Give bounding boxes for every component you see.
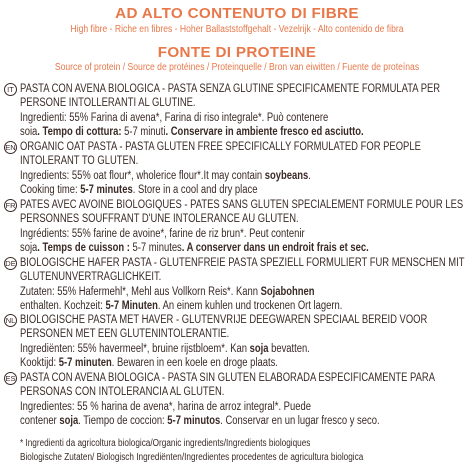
text-segment: . Store in a cool and dry place	[132, 184, 258, 197]
text-segment: Ingredienti: 55% Farina di avena*, Farina di riso integrale*. Può contenere	[20, 111, 329, 124]
product-description-line	[20, 328, 229, 340]
product-description-line	[20, 372, 435, 384]
text-segment: .	[308, 169, 311, 182]
ingredients-line	[20, 242, 369, 254]
ingredients-line	[20, 415, 380, 427]
text-segment: . Bewaren in een koele en droge plaats.	[111, 357, 278, 370]
ingredients-line	[20, 286, 315, 298]
language-code-badge: IT	[4, 83, 17, 96]
ingredients-line	[20, 228, 305, 240]
text-segment: PASTA CON AVENA BIOLOGICA - PASTA SIN GLUTEN ELABORADA ESPECIFICAMENTE PARA	[20, 372, 436, 384]
text-segment: Zutaten: 55% Hafermehl*, Mehl aus Vollkorn Reis*. Kann	[20, 285, 261, 298]
text-segment: bevatten.	[268, 342, 310, 355]
product-description-line	[20, 314, 427, 326]
language-code-badge: NL	[5, 316, 16, 325]
text-segment: Ingredientes: 55 % harina de avena*, harina de arroz integral*. Puede	[20, 400, 311, 413]
language-code-badge: ES	[5, 374, 16, 383]
text-segment: ORGANIC OAT PASTA - PASTA GLUTEN FREE SPECIFICALLY FORMULATED FOR PEOPLE	[20, 141, 421, 153]
text-segment: Ingrédients: 55% farine de avoine*, farine de riz brun*. Peut contenir	[20, 227, 305, 240]
text-segment: . An einem kuhlen und trockenen Ort lagern.	[157, 300, 343, 313]
emphasis-text: 5-7 Minuten	[105, 300, 158, 313]
text-segment: BIOLOGISCHE PASTA MET HAVER - GLUTENVRIJE DEEGWAREN SPECIAAL BEREID VOOR	[20, 314, 428, 326]
emphasis-text: . Tempo di cottura:	[37, 126, 125, 139]
emphasis-text: soja	[249, 342, 269, 355]
product-description-line	[20, 271, 161, 283]
text-segment: enthalten. Kochzeit:	[20, 300, 106, 313]
text-segment: PERSONNES SOUFFRANT D'UNE INTOLERANCE AU GLUTEN.	[20, 213, 299, 226]
protein-translations: Source of protein / Source de protéines / Proteinquelle / Bron van eiwitten / Fuente de proteínas	[54, 62, 420, 73]
ingredients-line	[20, 170, 311, 182]
product-description-line	[20, 199, 463, 211]
language-code-badge: FR	[5, 201, 16, 210]
text-segment: Ingredients: 55% oat flour*, wholerice flour*.It may contain	[20, 169, 265, 182]
product-description-line	[20, 386, 224, 398]
text-segment: soja	[20, 242, 38, 255]
text-segment: Cooking time:	[20, 184, 81, 197]
text-segment: contener	[20, 415, 60, 428]
text-segment: . Tiempo de coccion:	[78, 415, 168, 428]
text-segment: PATES AVEC AVOINE BIOLOGIQUES - PATES SANS GLUTEN SPECIALEMENT FORMULE POUR LES	[20, 199, 464, 211]
text-segment: BIOLOGISCHE HAFER PASTA - GLUTENFREIE PASTA SPEZIELL FORMULIERT FUR MENSCHEN MIT	[20, 257, 465, 269]
emphasis-text: . Temps de cuisson :	[37, 242, 133, 255]
emphasis-text: 5-7 minutos	[167, 415, 221, 428]
language-code-badge: EN	[5, 143, 16, 152]
emphasis-text: Sojabohnen	[260, 285, 315, 298]
emphasis-text: soybeans	[264, 169, 309, 182]
language-code-badge: DE	[5, 259, 16, 268]
text-segment: 5-7 minuti	[124, 126, 166, 139]
emphasis-text: . A conserver dans un endroit frais et sec.	[181, 242, 369, 255]
ingredients-line	[20, 357, 278, 369]
ingredients-line	[20, 343, 310, 355]
text-segment: soia	[20, 126, 38, 139]
text-segment: PASTA CON AVENA BIOLOGICA - PASTA SENZA GLUTINE SPECIFICAMENTE FORMULATA PER	[20, 83, 441, 95]
emphasis-text: soja	[59, 415, 79, 428]
product-description-line	[20, 141, 421, 153]
text-segment: . Conservar en un lugar fresco y seco.	[220, 415, 380, 428]
product-description-line	[20, 97, 196, 109]
fibre-translations: High fibre - Riche en fibres - Hoher Ballaststoffgehalt - Vezelrijk - Alto contenido de fibra	[70, 24, 404, 35]
text-segment: INTOLERANT TO GLUTEN.	[20, 155, 139, 168]
text-segment: Ingrediënten: 55% havermeel*, bruine rijstbloem*. Kan	[20, 342, 250, 355]
organic-footnote-line-1: * Ingredienti da agricoltura biologica/Organic ingredients/Ingredients biologiques	[20, 438, 311, 449]
organic-footnote-line-2: Biologische Zutaten/ Biologisch Ingrediënten/Ingredientes procedentes de agricultura biologica	[20, 452, 364, 463]
ingredients-line	[20, 112, 328, 124]
text-segment: Kooktijd:	[20, 357, 59, 370]
protein-title: FONTE DI PROTEINE	[157, 45, 317, 61]
text-segment: PERSONEN MET EEN GLUTENINTOLERANTIE.	[20, 328, 230, 341]
product-description-line	[20, 155, 138, 167]
emphasis-text: . Conservare in ambiente fresco ed asciutto.	[165, 126, 364, 139]
fibre-title: AD ALTO CONTENUTO DI FIBRE	[115, 6, 359, 22]
product-description-line	[20, 257, 465, 269]
text-segment: PERSONE INTOLLERANTI AL GLUTINE.	[20, 97, 196, 110]
ingredients-line	[20, 184, 257, 196]
product-description-line	[20, 213, 299, 225]
emphasis-text: 5-7 minutes	[80, 184, 133, 197]
text-segment: GLUTENUNVERTRAGLICHKEIT.	[20, 271, 162, 284]
ingredients-line	[20, 126, 364, 138]
emphasis-text: 5-7 minuten	[58, 357, 112, 370]
ingredients-line	[20, 300, 342, 312]
text-segment: PERSONAS CON INTOLERANCIA AL GLUTEN.	[20, 386, 225, 399]
ingredients-line	[20, 401, 311, 413]
text-segment: 5-7 minutes	[132, 242, 182, 255]
product-description-line	[20, 83, 440, 95]
